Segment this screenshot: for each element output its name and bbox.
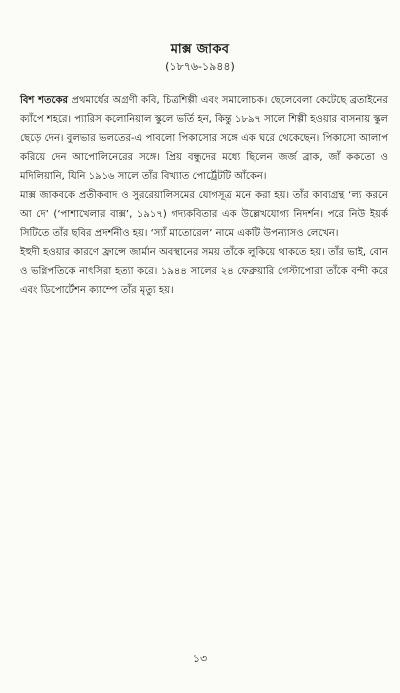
paragraph-text: ইহুদী হওয়ার কারণে ফ্রান্সে জার্মান অবস্থানের সময় তাঁকে লুকিয়ে থাকতে হয়। তাঁর ভাই, বোন ও ভগ্নিপতিকে নাৎসিরা হত্যা করে। ১৯৪৪ সালের ২৪ ফেব্রুয়ারি গেস্টাপোরা তাঁকে বন্দী করে এবং ডিপোর্টেশন ক্যাম্পে তাঁর মৃত্যু হয়। [20,247,388,296]
paragraph-3 [20,243,388,300]
page-number: ১৩ [192,652,208,665]
page-title: মাক্স জাকব [170,42,230,57]
paragraph-lead: বিশ শতকের [20,95,69,106]
biography-text [20,91,388,300]
paragraph-1 [20,91,388,186]
paragraph-2 [20,186,388,243]
life-dates: (১৮৭৬-১৯৪৪) [165,60,235,73]
paragraph-text: প্রথমার্ধের অগ্রণী কবি, চিত্রশিল্পী এবং সমালোচক। ছেলেবেলা কেটেছে ব্রতাইনের ক্যাঁপে শহরে। প্যারিস কলোনিয়াল স্কুলে ভর্তি হন, কিন্তু ১৮৯৭ সালে শিল্পী হওয়ার বাসনায় স্কুল ছেড়ে দেন। বুলভার ভলতের-এ পাবলো পিকাসোর সঙ্গে এক ঘরে থেকেছেন। পিকাসো আলাপ করিয়ে দেন আপোলিনেরের সঙ্গে। প্রিয় বন্ধুদের মধ্যে ছিলেন জর্জ ব্রাক, জাঁ ককতো ও মদিলিয়ানি, যিনি ১৯১৬ সালে তাঁর বিখ্যাত পোর্ট্রেটটি আঁকেন। [20,95,388,182]
paragraph-text: মাক্স জাকবকে প্রতীকবাদ ও সুররেয়ালিসমের যোগসূত্র মনে করা হয়। তাঁর কাব্যগ্রন্থ ‘ল্য করনে আ দে’ (‘পাশাখেলার বাক্স’, ১৯১৭) গদ্যকবিতার এক উল্লেখযোগ্য নিদর্শন। পরে নিউ ইয়র্ক সিটিতে তাঁর ছবির প্রদর্শনীও হয়। ‘স্যাঁ মাতোরেল’ নামে একটি উপন্যাসও লেখেন। [20,190,388,239]
